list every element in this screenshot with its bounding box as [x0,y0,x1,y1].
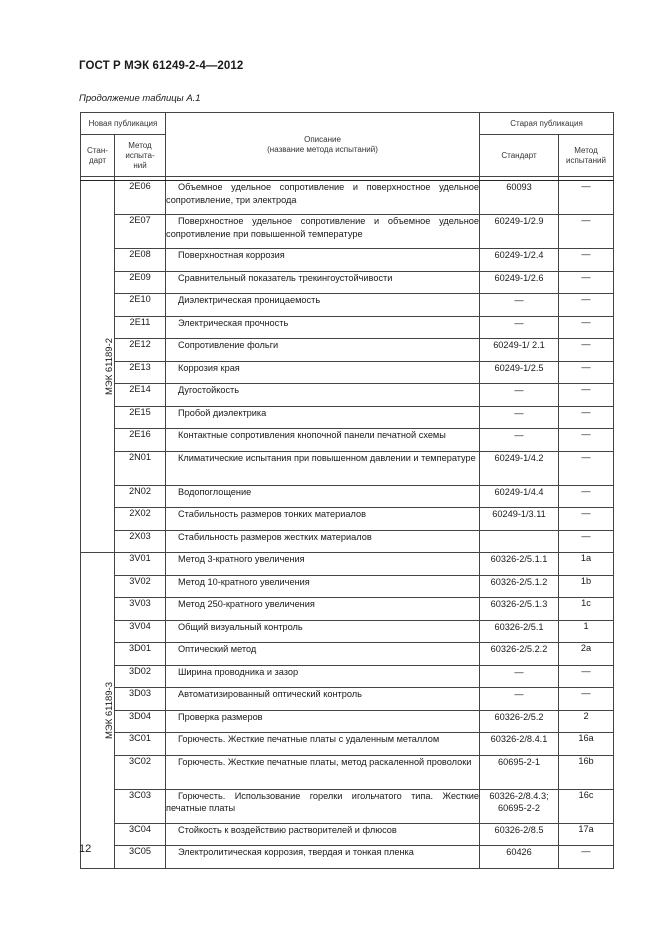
description-cell: Метод 3-кратного увеличения [166,553,480,576]
old-standard-cell: — [480,429,559,452]
old-standard-cell: 60249-1/2.4 [480,249,559,272]
table-row [81,384,614,407]
method-code-cell: 2E07 [115,215,166,249]
description-cell: Объемное удельное сопротивление и поверхностное удельное сопротивление, три электрода [166,181,480,215]
table-body [81,181,614,869]
description-cell: Стабильность размеров тонких материалов [166,508,480,531]
table-row [81,215,614,249]
description-cell: Горючесть. Жесткие печатные платы, метод раскаленной проволоки [166,755,480,789]
old-standard-cell: 60249-1/3.11 [480,508,559,531]
method-code-cell: 2N01 [115,451,166,485]
old-standard-cell [480,530,559,553]
header-old-method: Метод испытаний [559,135,614,177]
description-cell: Метод 10-кратного увеличения [166,575,480,598]
header-description: Описание (название метода испытаний) [166,113,480,177]
method-code-cell: 2N02 [115,485,166,508]
old-method-cell: 16b [559,755,614,789]
old-method-cell: — [559,215,614,249]
method-code-cell: 3V02 [115,575,166,598]
description-cell: Поверхностная коррозия [166,249,480,272]
description-cell: Диэлектрическая проницаемость [166,294,480,317]
description-cell: Пробой диэлектрика [166,406,480,429]
old-method-cell: — [559,451,614,485]
publication-table [80,112,614,869]
table-row [81,181,614,215]
table-row [81,643,614,666]
old-standard-cell: 60249-1/2.9 [480,215,559,249]
description-cell: Сопротивление фольги [166,339,480,362]
old-method-cell: — [559,406,614,429]
method-code-cell: 2E06 [115,181,166,215]
table-row [81,598,614,621]
description-cell: Ширина проводника и зазор [166,665,480,688]
table-row [81,620,614,643]
old-standard-cell: 60326-2/5.1.2 [480,575,559,598]
old-method-cell: — [559,688,614,711]
table-row [81,823,614,846]
method-code-cell: 3C05 [115,846,166,869]
method-code-cell: 3C01 [115,733,166,756]
old-method-cell: — [559,339,614,362]
page-number: 12 [79,843,92,855]
method-code-cell: 2X02 [115,508,166,531]
method-code-cell: 2E10 [115,294,166,317]
description-cell: Горючесть. Использование горелки игольчатого типа. Жесткие печатные платы [166,789,480,823]
description-cell: Оптический метод [166,643,480,666]
method-code-cell: 3C02 [115,755,166,789]
header-old-standard: Стандарт [480,135,559,177]
description-cell: Коррозия края [166,361,480,384]
document-header: ГОСТ Р МЭК 61249-2-4—2012 [79,60,244,72]
old-method-cell: — [559,249,614,272]
old-method-cell: 1a [559,553,614,576]
table-row [81,429,614,452]
method-code-cell: 3D04 [115,710,166,733]
old-standard-cell: 60326-2/5.1 [480,620,559,643]
old-standard-cell: 60326-2/5.1.1 [480,553,559,576]
table-row [81,846,614,869]
table-row [81,755,614,789]
description-cell: Стабильность размеров жестких материалов [166,530,480,553]
header-method: Метод испыта- ний [115,135,166,177]
method-code-cell: 3D01 [115,643,166,666]
old-standard-cell: 60249-1/ 2.1 [480,339,559,362]
description-cell: Общий визуальный контроль [166,620,480,643]
description-cell: Водопоглощение [166,485,480,508]
description-cell: Дугостойкость [166,384,480,407]
header-new-publication: Новая публикация [81,113,166,135]
description-cell: Проверка размеров [166,710,480,733]
group-standard-cell [81,553,115,869]
table-row [81,665,614,688]
description-cell: Метод 250-кратного увеличения [166,598,480,621]
description-cell: Климатические испытания при повышенном давлении и температуре [166,451,480,485]
table-row [81,485,614,508]
old-method-cell: — [559,294,614,317]
header-old-publication: Старая публикация [480,113,614,135]
method-code-cell: 3V04 [115,620,166,643]
method-code-cell: 3V01 [115,553,166,576]
old-method-cell: — [559,384,614,407]
old-standard-cell: 60093 [480,181,559,215]
description-cell: Сравнительный показатель трекингоустойчивости [166,271,480,294]
table-row [81,406,614,429]
old-standard-cell: 60326-2/8.4.1 [480,733,559,756]
method-code-cell: 3D02 [115,665,166,688]
old-standard-cell: — [480,384,559,407]
old-standard-cell: 60249-1/2.5 [480,361,559,384]
description-cell: Поверхностное удельное сопротивление и объемное удельное сопротивление при повышенной температуре [166,215,480,249]
method-code-cell: 3C04 [115,823,166,846]
table-row [81,294,614,317]
description-cell: Автоматизированный оптический контроль [166,688,480,711]
old-method-cell: — [559,530,614,553]
table-row [81,688,614,711]
description-cell: Стойкость к воздействию растворителей и флюсов [166,823,480,846]
table-row [81,451,614,485]
old-method-cell: — [559,665,614,688]
group-label: МЭК 61189-2 [104,337,116,396]
table-row [81,530,614,553]
description-cell: Электролитическая коррозия, твердая и тонкая пленка [166,846,480,869]
old-standard-cell: 60326-2/8.5 [480,823,559,846]
method-code-cell: 2E08 [115,249,166,272]
old-method-cell: 1c [559,598,614,621]
table-row [81,249,614,272]
table-row [81,710,614,733]
description-cell: Электрическая прочность [166,316,480,339]
old-method-cell: 2 [559,710,614,733]
old-standard-cell: — [480,665,559,688]
old-standard-cell: 60249-1/2.6 [480,271,559,294]
old-method-cell: — [559,846,614,869]
table-row [81,575,614,598]
old-method-cell: — [559,429,614,452]
method-code-cell: 2E16 [115,429,166,452]
table-row [81,789,614,823]
old-method-cell: — [559,508,614,531]
table-row [81,508,614,531]
old-standard-cell: — [480,688,559,711]
old-method-cell: — [559,181,614,215]
old-method-cell: 17a [559,823,614,846]
old-standard-cell: — [480,294,559,317]
method-code-cell: 3C03 [115,789,166,823]
old-standard-cell: 60249-1/4.2 [480,451,559,485]
method-code-cell: 3V03 [115,598,166,621]
old-standard-cell: 60695-2-1 [480,755,559,789]
group-standard-cell [81,181,115,553]
description-cell: Контактные сопротивления кнопочной панели печатной схемы [166,429,480,452]
table-row [81,553,614,576]
old-method-cell: 1 [559,620,614,643]
old-method-cell: 16c [559,789,614,823]
method-code-cell: 2E09 [115,271,166,294]
method-code-cell: 2E11 [115,316,166,339]
old-standard-cell: 60326-2/5.2.2 [480,643,559,666]
method-code-cell: 2E13 [115,361,166,384]
old-standard-cell: — [480,316,559,339]
old-method-cell: — [559,271,614,294]
table-caption: Продолжение таблицы А.1 [79,93,201,104]
method-code-cell: 2E12 [115,339,166,362]
old-method-cell: — [559,316,614,339]
old-method-cell: — [559,485,614,508]
table-row [81,271,614,294]
old-standard-cell: — [480,406,559,429]
old-standard-cell: 60326-2/5.1.3 [480,598,559,621]
method-code-cell: 2X03 [115,530,166,553]
old-standard-cell: 60249-1/4.4 [480,485,559,508]
header-standard: Стан- дарт [81,135,115,177]
old-method-cell: 2a [559,643,614,666]
method-code-cell: 3D03 [115,688,166,711]
old-method-cell: — [559,361,614,384]
old-standard-cell: 60426 [480,846,559,869]
old-method-cell: 16a [559,733,614,756]
group-label: МЭК 61189-3 [104,681,116,739]
description-cell: Горючесть. Жесткие печатные платы с удаленным металлом [166,733,480,756]
table-row [81,361,614,384]
method-code-cell: 2E15 [115,406,166,429]
old-method-cell: 1b [559,575,614,598]
method-code-cell: 2E14 [115,384,166,407]
old-standard-cell: 60326-2/8.4.3; 60695-2-2 [480,789,559,823]
table-row [81,733,614,756]
old-standard-cell: 60326-2/5.2 [480,710,559,733]
table-row [81,339,614,362]
table-row [81,316,614,339]
